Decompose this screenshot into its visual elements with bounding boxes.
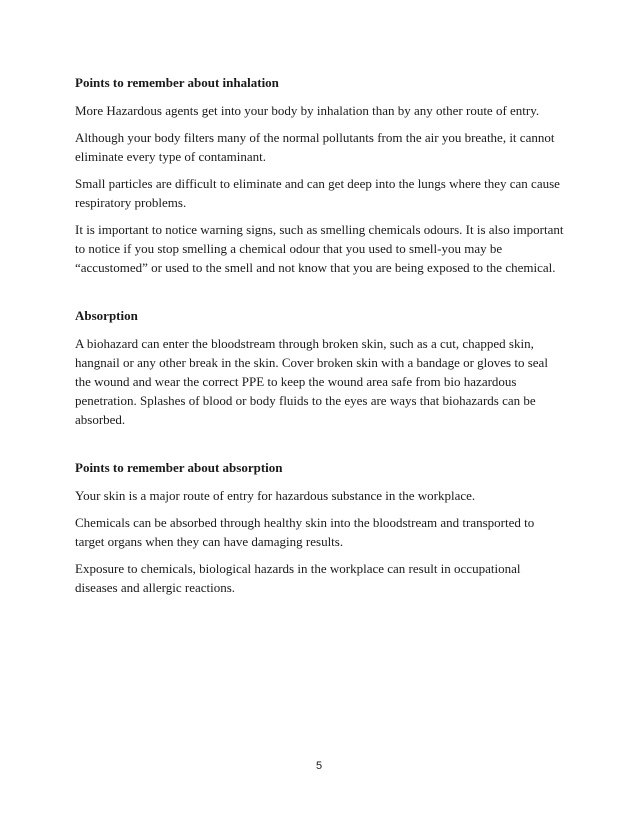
paragraph: Although your body filters many of the normal pollutants from the air you breathe, it cannot eliminate every type of contaminant. [75,130,555,164]
section-spacer [75,285,565,307]
section-heading: Absorption [75,308,138,323]
paragraph: Exposure to chemicals, biological hazards in the workplace can result in occupational diseases and allergic reactions. [75,561,521,595]
section-spacer [75,437,565,459]
paragraph: Chemicals can be absorbed through healthy skin into the bloodstream and transported to target organs when they can have damaging results. [75,515,535,549]
section-heading: Points to remember about absorption [75,460,283,475]
paragraph: Your skin is a major route of entry for hazardous substance in the workplace. [75,488,476,503]
paragraph: It is important to notice warning signs, such as smelling chemicals odours. It is also important to notice if you stop smelling a chemical odour that you used to smell-you may be “accustomed” or used to the smell and not know that you are being exposed to the chemical. [75,222,564,275]
paragraph: More Hazardous agents get into your body by inhalation than by any other route of entry. [75,103,540,118]
paragraph: A biohazard can enter the bloodstream through broken skin, such as a cut, chapped skin, hangnail or any other break in the skin. Cover broken skin with a bandage or gloves to seal the wound and wear the correct PPE to keep the wound area safe from bio hazardous penetration. Splashes of blood or body fluids to the eyes are ways that biohazards can be absorbed. [75,336,548,427]
section-heading: Points to remember about inhalation [75,75,279,90]
section-inhalation-points [75,74,565,277]
page-number: 5 [315,760,323,772]
section-absorption [75,307,565,429]
paragraph: Small particles are difficult to eliminate and can get deep into the lungs where they can cause respiratory problems. [75,176,560,210]
section-absorption-points [75,459,565,597]
document-page [75,74,565,605]
